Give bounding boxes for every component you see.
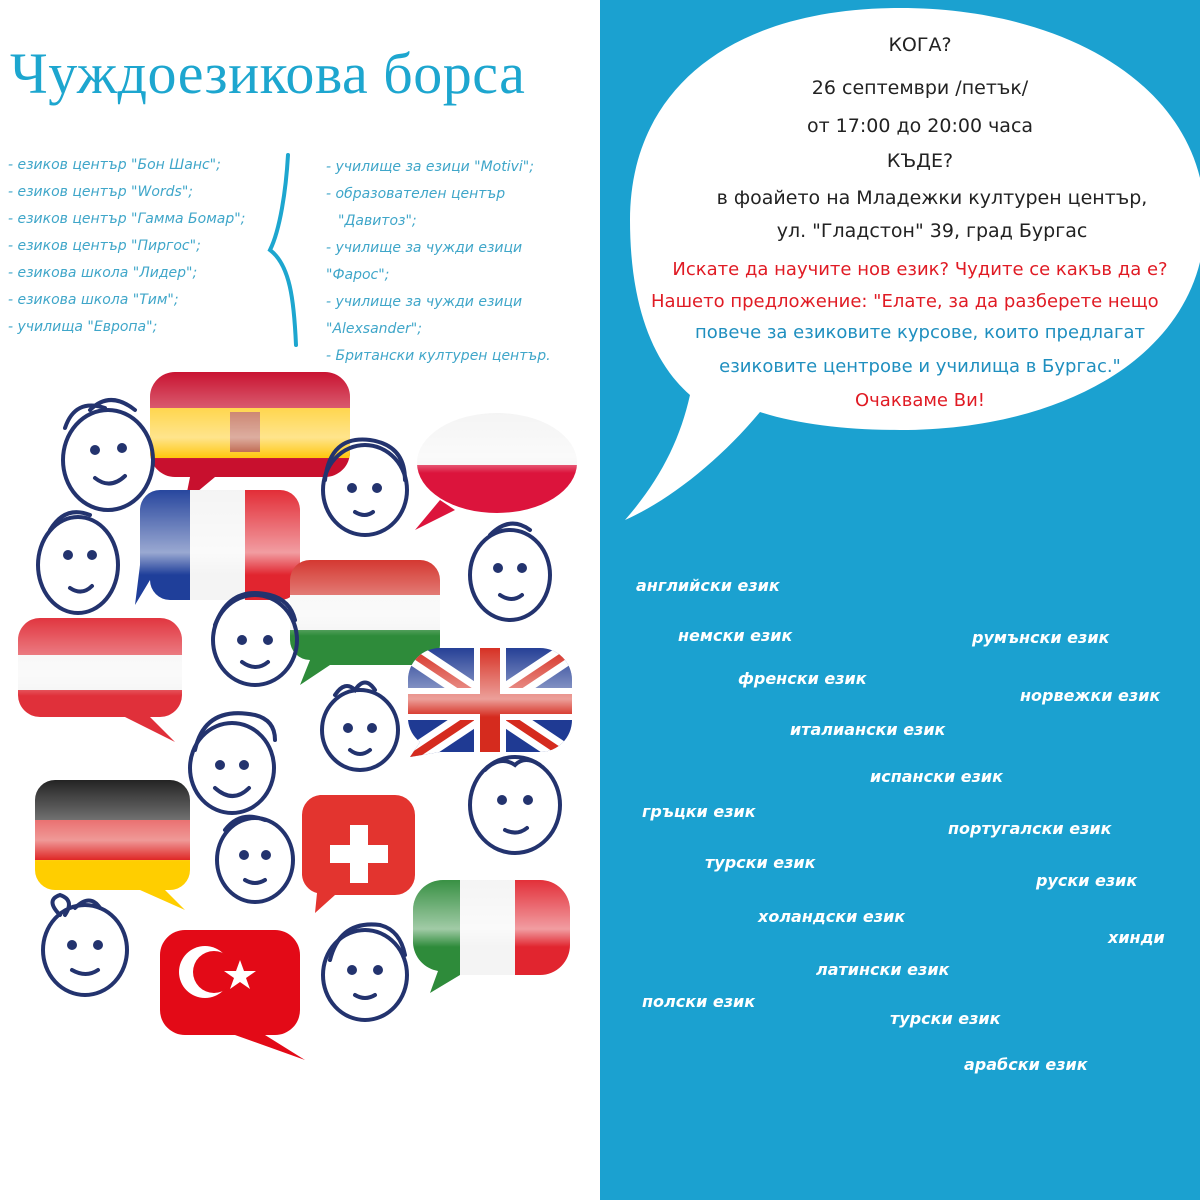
closing-text: Очакваме Ви! (855, 390, 985, 411)
list-item: "Alexsander"; (326, 321, 422, 337)
list-item: - Британски културен център. (326, 348, 551, 364)
flag-austria-bubble-icon (15, 615, 195, 750)
list-item: - езиков център "Гамма Бомар"; (8, 211, 246, 227)
list-item: - езиков център "Пиргос"; (8, 238, 201, 254)
page-title: Чуждоезикова борса (10, 41, 526, 106)
list-item: - училище за езици "Motivi"; (326, 159, 534, 175)
list-item: - училище за чужди езици (326, 240, 523, 256)
language-label: турски език (705, 853, 816, 872)
language-label: италиански език (790, 720, 946, 739)
offer-line-2: повече за езиковите курсове, които предлагат (694, 322, 1146, 343)
flag-france-bubble-icon (130, 485, 305, 635)
face-icon (323, 924, 407, 1020)
list-item: "Давитоз"; (338, 213, 417, 229)
flag-uk-bubble-icon (400, 645, 580, 765)
face-icon (190, 713, 275, 813)
language-label: полски език (642, 992, 756, 1011)
venue: в фоайето на Младежки културен център, (716, 187, 1148, 209)
language-label: румънски език (972, 628, 1110, 647)
list-item: - езиков център "Words"; (8, 184, 194, 200)
list-item: - езиков център "Бон Шанс"; (8, 157, 221, 173)
language-label: гръцки език (642, 802, 756, 821)
face-icon (217, 817, 293, 902)
where-label: КЪДЕ? (886, 150, 954, 172)
language-label: руски език (1036, 871, 1138, 890)
face-icon (470, 757, 560, 853)
event-date: 26 септември /петък/ (811, 77, 1029, 99)
centers-list-right (326, 154, 551, 370)
face-icon (43, 895, 127, 995)
flags-and-faces-illustration (0, 360, 600, 1060)
offer-line-1: Нашето предложение: "Елате, за да разберете нещо (651, 291, 1159, 312)
language-label: норвежки език (1020, 686, 1161, 705)
face-icon (38, 512, 118, 613)
list-item: - училища "Европа"; (8, 319, 158, 335)
language-label: арабски език (964, 1055, 1088, 1074)
flag-poland-bubble-icon (410, 410, 590, 530)
language-label: хинди (1108, 928, 1165, 947)
flag-switzerland-bubble-icon (290, 790, 420, 920)
flag-turkey-bubble-icon (150, 925, 310, 1060)
face-icon (322, 683, 398, 771)
language-label: португалски език (948, 819, 1112, 838)
language-label: турски език (890, 1009, 1001, 1028)
language-label: френски език (738, 669, 867, 688)
list-item: - училище за чужди езици (326, 294, 523, 310)
list-item: "Фарос"; (326, 267, 390, 283)
question-text: Искате да научите нов език? Чудите се какъв да е? (672, 259, 1168, 280)
centers-list-left (8, 152, 245, 341)
brace-divider (250, 150, 310, 350)
list-item: - образователен център (326, 186, 506, 202)
list-item: - езикова школа "Тим"; (8, 292, 179, 308)
event-time: от 17:00 до 20:00 часа (806, 115, 1034, 137)
when-label: КОГА? (888, 34, 952, 56)
language-label: английски език (636, 576, 780, 595)
language-label: испански език (870, 767, 1003, 786)
flag-italy-bubble-icon (400, 875, 575, 995)
offer-line-3: езиковите центрове и училища в Бургас." (719, 356, 1121, 377)
language-label: немски език (678, 626, 793, 645)
language-label: холандски език (758, 907, 906, 926)
face-icon (213, 593, 297, 685)
face-icon (323, 440, 407, 536)
list-item: - езикова школа "Лидер"; (8, 265, 198, 281)
address: ул. "Гладстон" 39, град Бургас (776, 220, 1088, 242)
language-label: латински език (816, 960, 950, 979)
face-icon (63, 400, 153, 510)
face-icon (470, 524, 550, 620)
